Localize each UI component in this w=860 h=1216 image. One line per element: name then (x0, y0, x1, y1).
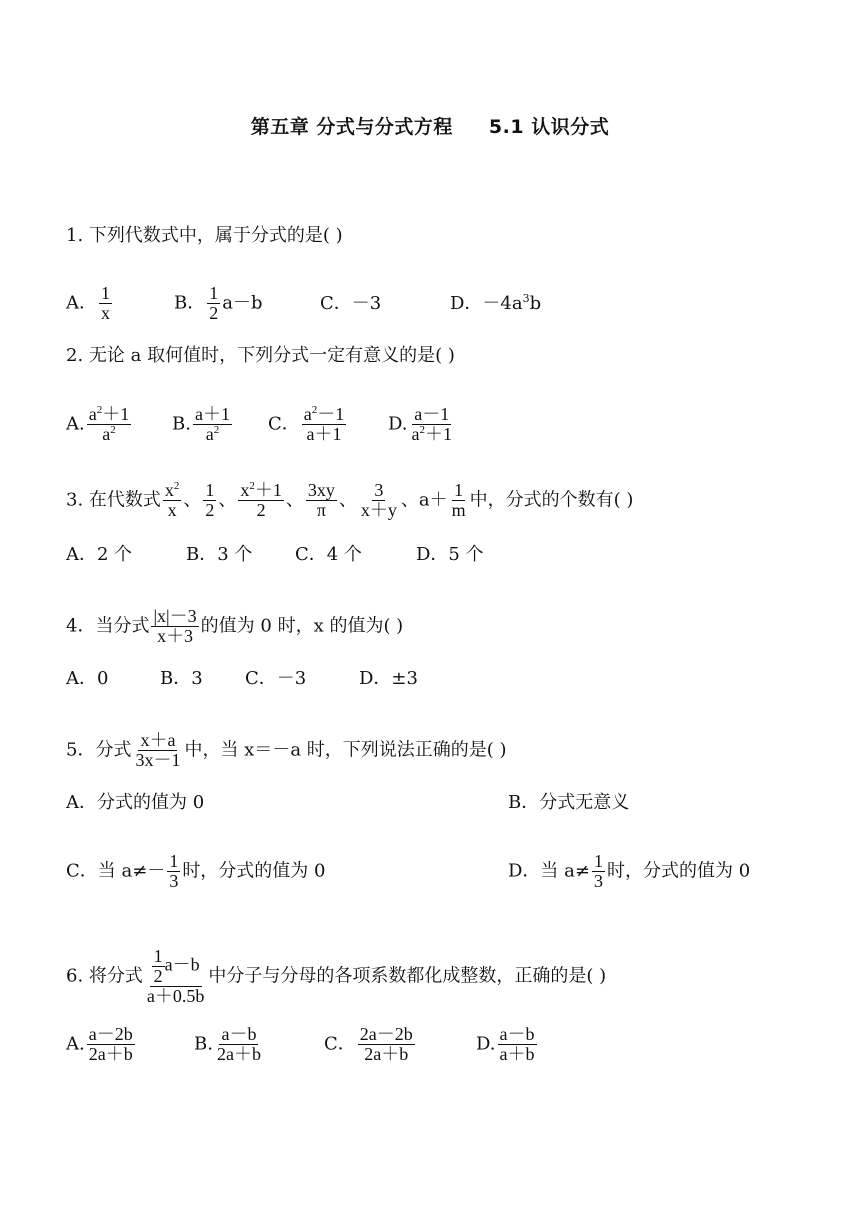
question-1-stem: 1. 下列代数式中，属于分式的是( ) (66, 225, 343, 246)
q3-option-b: B．3 个 (186, 544, 253, 565)
question-2-options (66, 405, 456, 444)
question-1-options (66, 284, 541, 323)
question-5-stem: 5．分式 $\frac{x+a}{3x-1}$ 中，当 x＝－a 时，下列说法正确的是( ) (66, 730, 507, 770)
question-4-options (66, 668, 418, 690)
q5-option-c: C．当 a≠－ $\frac{1}{3}$ 时，分式的值为 0 (66, 851, 326, 891)
q1-option-b: B． $\frac{1}{2}$ a－b (174, 283, 263, 323)
q2-option-d: D. $\frac{a-1}{a^2+1}$ (388, 404, 453, 444)
q2-option-a: A. $\frac{a^2+1}{a^2}$ (66, 404, 130, 444)
q3-option-a: A．2 个 (66, 544, 133, 565)
q4-option-c: C．－3 (245, 668, 307, 689)
q1-option-c: C．－3 (320, 292, 382, 314)
q6-option-b: B. $\frac{a-b}{2a+b}$ (194, 1024, 261, 1064)
q3-option-c: C．4 个 (295, 544, 362, 565)
q5-option-a: A．分式的值为 0 (66, 792, 205, 813)
q2-option-b: B. $\frac{a+1}{a^2}$ (172, 404, 230, 444)
chapter-title: 第五章 分式与分式方程 (250, 116, 453, 138)
question-3-options (66, 544, 484, 566)
q2-option-c: C． $\frac{a^2-1}{a+1}$ (268, 404, 345, 444)
question-4-stem: 4．当分式 $\frac{|x|-3}{x+3}$ 的值为 0 时，x 的值为( ) (66, 606, 404, 646)
q6-option-c: C． $\frac{2a-2b}{2a+b}$ (324, 1024, 413, 1064)
q6-option-d: D. $\frac{a-b}{a+b}$ (476, 1024, 535, 1064)
question-3-stem: 3. 在代数式 $\frac{x^2}{x}$ 、 $\frac{1}{2}$ 、 $\frac{x^2+1}{2}$ 、 $\frac{3xy}{\pi}$ 、 $\frac{3}{x+y}$ 、a＋ $\frac{1}{m}$ 中，分式的个数有( ) (66, 480, 634, 520)
q4-option-b: B．3 (160, 668, 203, 689)
q1-option-a: A． $\frac{1}{x}$ (66, 283, 110, 323)
q5-option-b: B．分式无意义 (508, 792, 630, 813)
question-6-stem: 6. 将分式 $\frac{1}{2}$ a－b a＋0.5b 中分子与分母的各项系数都化成整数，正确的是( ) (66, 946, 607, 1006)
q6-option-a: A. $\frac{a-2b}{2a+b}$ (66, 1024, 133, 1064)
q4-option-d: D．±3 (359, 668, 418, 689)
question-6-options (66, 1025, 539, 1064)
q4-option-a: A．0 (66, 668, 109, 689)
question-2-stem: 2. 无论 a 取何值时，下列分式一定有意义的是( ) (66, 345, 455, 366)
q5-option-d: D．当 a≠ $\frac{1}{3}$ 时，分式的值为 0 (508, 851, 751, 891)
section-title: 5.1 认识分式 (488, 116, 610, 138)
q1-option-d: D．$-4a^3b$ (450, 291, 542, 314)
q3-option-d: D．5 个 (416, 544, 484, 565)
page-title (0, 112, 860, 139)
